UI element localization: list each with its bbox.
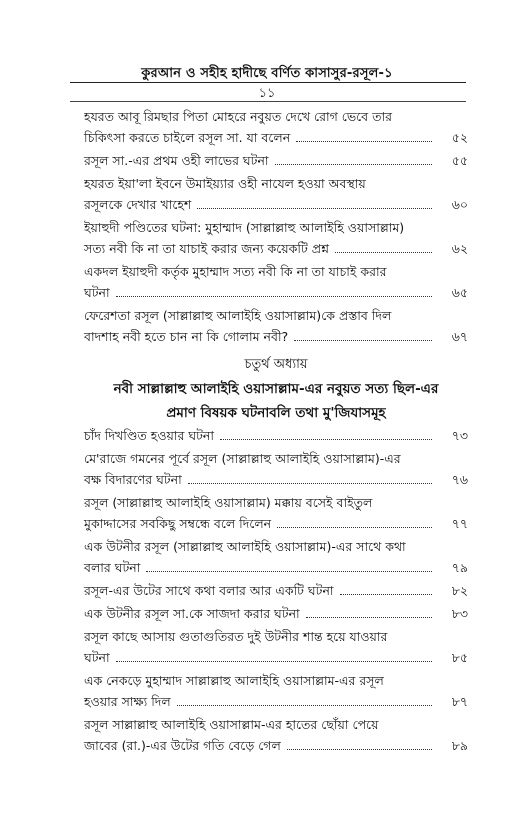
toc-entry-line: মে'রাজে গমনের পূর্বে রসূল (সাল্লাল্লাহু আলাইহি ওয়াসাল্লাম)-এর <box>84 451 401 466</box>
toc-page-number: ৫৫ <box>451 153 468 168</box>
toc-entry-line: রসূল কাছে আসায় গুতাগুতিরত দুই উটনীর শান্ত হয়ে যাওয়ার <box>84 629 388 644</box>
toc-page-number: ৮৫ <box>451 650 468 665</box>
toc-page-number: ৬২ <box>451 241 468 256</box>
toc-entry-title: ঘটনা <box>84 650 110 665</box>
toc-entry-line: রসূল (সাল্লাল্লাহু আলাইহি ওয়াসাল্লাম) মক্কায় বসেই বাইতুল <box>84 495 373 510</box>
toc-entry-title: বাদশাহ নবী হতে চান না কি গোলাম নবী? <box>84 329 289 344</box>
toc-entry-title: চিকিৎসা করতে চাইলে রসূল সা. যা বলেন <box>84 130 291 145</box>
toc-page-number: ৫২ <box>451 130 468 145</box>
page-number-rule <box>70 101 466 102</box>
toc-entry[interactable] <box>84 580 468 601</box>
toc-entry-line: রসূল সাল্লাল্লাহু আলাইহি ওয়াসাল্লাম-এর হাতের ছোঁয়া পেয়ে <box>84 717 379 732</box>
toc-entry-title: এক উটনীর রসূল সা.কে সাজদা করার ঘটনা <box>84 606 300 621</box>
leader-dots <box>188 482 432 484</box>
page-number: ১১ <box>258 86 276 101</box>
toc-entry[interactable] <box>84 150 468 171</box>
leader-dots <box>197 207 432 209</box>
toc-page-number: ৬৭ <box>451 329 468 344</box>
toc-page-number: ৬৫ <box>451 285 468 300</box>
header-rule <box>70 82 466 83</box>
toc-page-number: ৬০ <box>451 197 468 212</box>
toc-entry[interactable] <box>84 536 468 578</box>
toc-entry[interactable] <box>84 425 468 446</box>
leader-dots <box>287 748 432 750</box>
toc-entry[interactable] <box>84 603 468 624</box>
toc-page-number: ৮৭ <box>451 694 468 709</box>
toc-entry[interactable] <box>84 173 468 215</box>
leader-dots <box>177 704 432 706</box>
leader-dots <box>306 616 432 618</box>
toc-entry-title: রসূল-এর উটের সাথে কথা বলার আর একটি ঘটনা <box>84 583 334 598</box>
running-header: কুরআন ও সহীহ হাদীছে বর্ণিত কাসাসুর-রসূল-১ <box>141 66 393 81</box>
chapter-label: চতুর্থ অধ্যায় <box>244 357 308 372</box>
leader-dots <box>277 526 432 528</box>
toc-entry-title: রসূল সা.-এর প্রথম ওহী লাভের ঘটনা <box>84 153 269 168</box>
toc-page-number: ৭৯ <box>451 560 468 575</box>
leader-dots <box>294 339 432 341</box>
toc-entry-title: মুকাদ্দাসের সবকিছু সম্বন্ধে বলে দিলেন <box>84 516 272 531</box>
toc-entry[interactable] <box>84 670 468 712</box>
toc-entry-line: ফেরেশতা রসূল (সাল্লাল্লাহু আলাইহি ওয়াসাল্লাম)কে প্রস্তাব দিল <box>84 308 392 323</box>
toc-entry-line: একদল ইয়াহুদী কর্তৃক মুহাম্মাদ সত্য নবী কি না তা যাচাই করার <box>84 264 387 279</box>
toc-entry-title: ঘটনা <box>84 285 110 300</box>
toc-entry-title: জাবের (রা.)-এর উটের গতি বেড়ে গেল <box>84 738 281 753</box>
leader-dots <box>275 163 432 165</box>
toc-entry[interactable] <box>84 492 468 534</box>
toc-entry-title: বক্ষ বিদারণের ঘটনা <box>84 472 182 487</box>
leader-dots <box>296 140 432 142</box>
toc-entry-title: চাঁদ দিখণ্ডিত হওয়ার ঘটনা <box>84 428 215 443</box>
toc-page-number: ৮৩ <box>451 606 468 621</box>
leader-dots <box>335 251 432 253</box>
chapter-title-line-1: নবী সাল্লাল্লাহু আলাইহি ওয়াসাল্লাম-এর নবুয়ত সত্য ছিল-এর <box>113 381 439 397</box>
toc-entry[interactable] <box>84 448 468 490</box>
toc-page-number: ৭৬ <box>451 472 468 487</box>
toc-page-number: ৭৩ <box>451 428 468 443</box>
toc-entry-line: হযরত ইয়া'লা ইবনে উমাইয়্যার ওহী নাযেল হওয়া অবস্থায় <box>84 176 366 191</box>
toc-entry-line: এক উটনীর রসূল (সাল্লাল্লাহু আলাইহি ওয়াসাল্লাম)-এর সাথে কথা <box>84 539 406 554</box>
toc-entry-title: হওয়ার সাক্ষ্য দিল <box>84 694 171 709</box>
toc-entry-line: হযরত আবূ রিমছার পিতা মোহরে নবুয়ত দেখে রোগ ভেবে তার <box>84 109 392 124</box>
leader-dots <box>146 570 432 572</box>
toc-entry-line: ইয়াহুদী পণ্ডিতের ঘটনা: মুহাম্মাদ (সাল্লাল্লাহু আলাইহি ওয়াসাল্লাম) <box>84 220 405 235</box>
leader-dots <box>116 660 432 662</box>
chapter-title-line-2: প্রমাণ বিষয়ক ঘটনাবলি তথা মু'জিযাসমূহ <box>166 405 386 421</box>
toc-entry[interactable] <box>84 305 468 347</box>
leader-dots <box>220 438 432 440</box>
leader-dots <box>340 593 432 595</box>
toc-entry[interactable] <box>84 106 468 148</box>
toc-entry[interactable] <box>84 261 468 303</box>
toc-entry-title: রসূলকে দেখার খাহেশ <box>84 197 192 212</box>
toc-entry-title: সত্য নবী কি না তা যাচাই করার জন্য কয়েকটি প্রশ্ন <box>84 241 329 256</box>
toc-page-number: ৭৭ <box>451 516 468 531</box>
toc-entry[interactable] <box>84 626 468 668</box>
toc-entry-line: এক নেকড়ে মুহাম্মাদ সাল্লাল্লাহু আলাইহি ওয়াসাল্লাম-এর রসূল <box>84 673 384 688</box>
leader-dots <box>116 295 432 297</box>
toc-page-number: ৮৯ <box>451 738 468 753</box>
toc-entry-title: বলার ঘটনা <box>84 560 141 575</box>
toc-entry[interactable] <box>84 714 468 756</box>
toc-page-number: ৮২ <box>451 583 468 598</box>
toc-entry[interactable] <box>84 217 468 259</box>
